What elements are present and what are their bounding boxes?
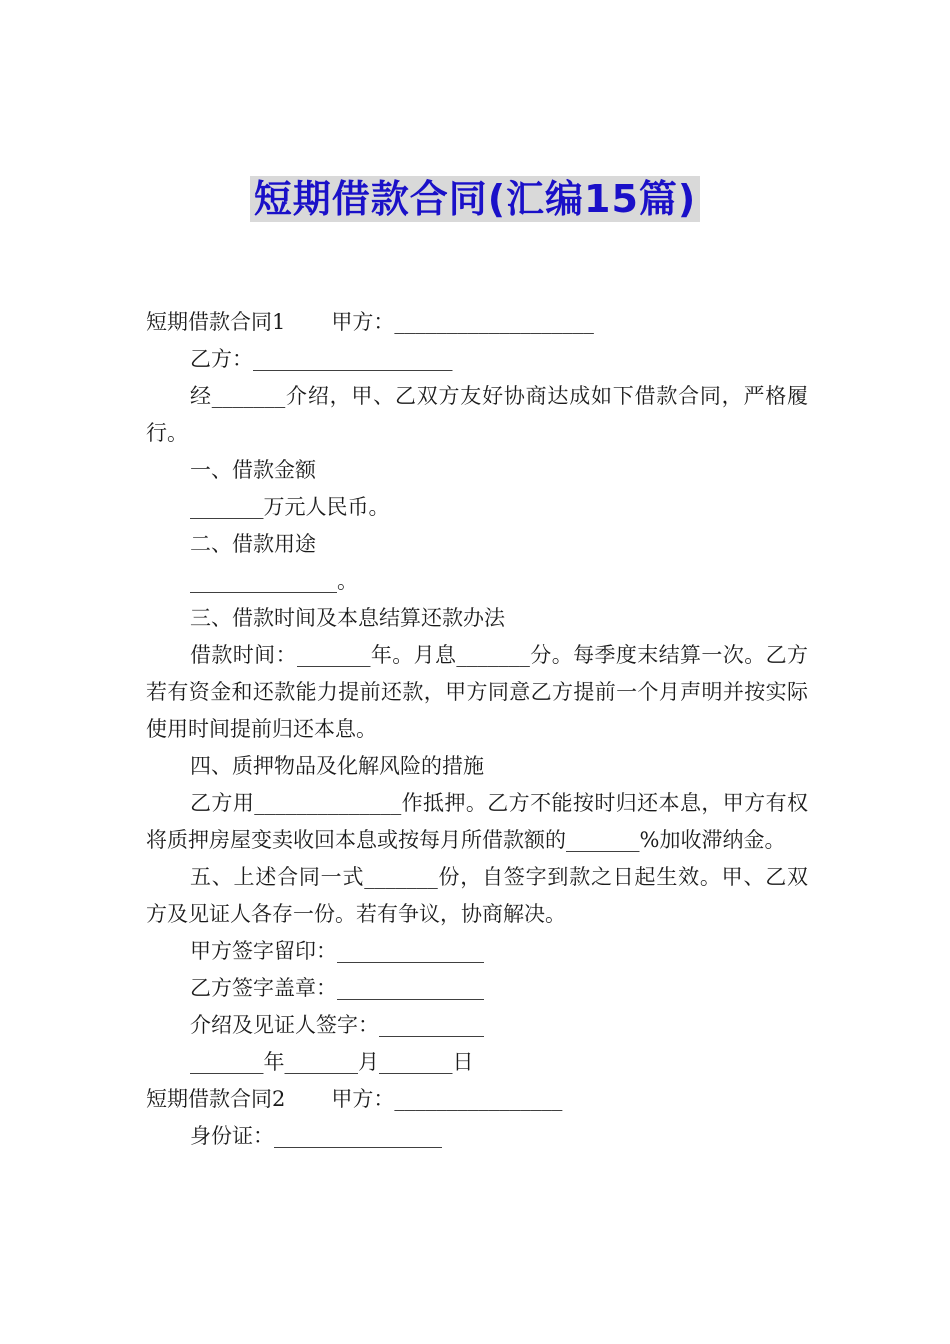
amount-line: _______万元人民币。 <box>190 495 390 519</box>
date-line: _______年_______月_______日 <box>190 1050 474 1074</box>
contract-2-party-a-field: 甲方：________________ <box>331 1087 563 1111</box>
witness-signature-line: 介绍及见证人签字：__________ <box>190 1013 484 1037</box>
document-title: 短期借款合同(汇编15篇) <box>250 176 701 222</box>
party-b-field: 乙方：___________________ <box>190 347 453 371</box>
title-container <box>0 176 950 222</box>
section-3-heading: 三、借款时间及本息结算还款办法 <box>190 606 505 630</box>
party-a-signature-line: 甲方签字留印：______________ <box>190 939 484 963</box>
contract-1-heading: 短期借款合同1 <box>146 310 286 334</box>
term-paragraph: 借款时间：_______年。月息_______分。每季度末结算一次。乙方若有资金和还款能力提前还款，甲方同意乙方提前一个月声明并按实际使用时间提前归还本息。 <box>146 643 808 741</box>
collateral-paragraph: 乙方用______________作抵押。乙方不能按时归还本息，甲方有权将质押房屋变卖收回本息或按每月所借款额的_______%加收滞纳金。 <box>146 791 808 852</box>
party-a-field: 甲方：___________________ <box>331 310 594 334</box>
section-1-heading: 一、借款金额 <box>190 458 316 482</box>
party-b-signature-line: 乙方签字盖章：______________ <box>190 976 484 1000</box>
section-5-paragraph: 五、上述合同一式_______份，自签字到款之日起生效。甲、乙双方及见证人各存一份。若有争议，协商解决。 <box>146 865 808 926</box>
id-card-field: 身份证：________________ <box>190 1124 442 1148</box>
contract-2-heading: 短期借款合同2 <box>146 1087 286 1111</box>
section-2-heading: 二、借款用途 <box>190 532 316 556</box>
contract-1-heading-line <box>146 304 808 341</box>
purpose-line: ______________。 <box>190 569 358 593</box>
contract-2-heading-line <box>146 1081 808 1118</box>
document-body <box>146 304 808 1155</box>
section-4-heading: 四、质押物品及化解风险的措施 <box>190 754 484 778</box>
intro-paragraph: 经_______介绍，甲、乙双方友好协商达成如下借款合同，严格履行。 <box>146 384 808 445</box>
